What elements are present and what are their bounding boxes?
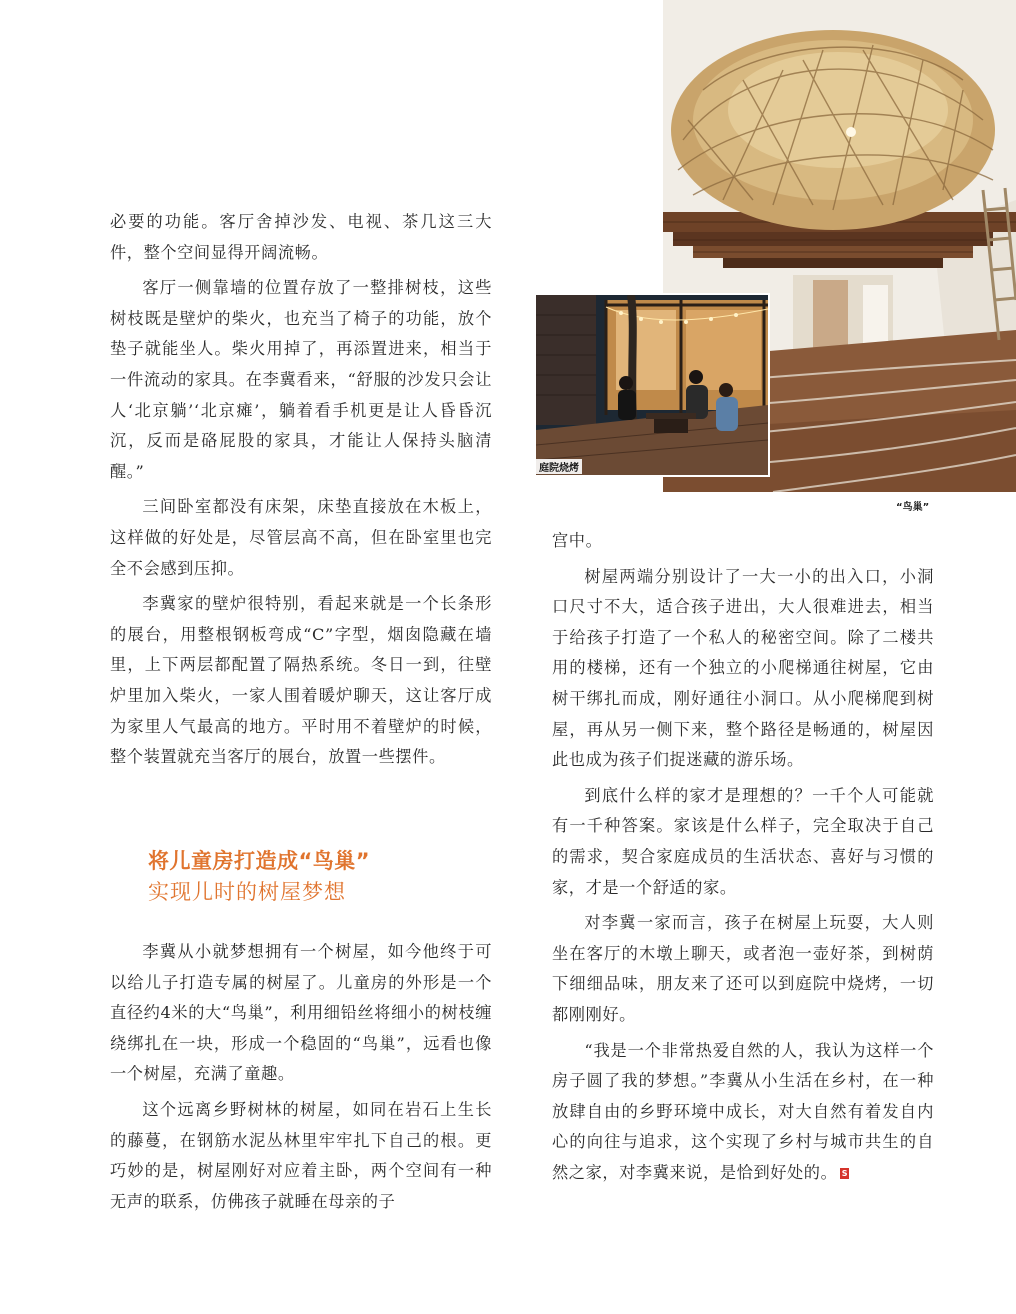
paragraph: 必要的功能。客厅舍掉沙发、电视、茶几这三大件，整个空间显得开阔流畅。 <box>110 212 492 262</box>
paragraph-text: “我是一个非常热爱自然的人，我认为这样一个房子圆了我的梦想。”李冀从小生活在乡村，在一种放肆自由的乡野环境中成长，对大自然有着发自内心的向往与追求，这个实现了乡村与城市共生的自然之家，对李冀来说，是恰到好处的。 <box>552 1040 934 1182</box>
yard-caption: 庭院烧烤 <box>536 459 582 474</box>
nest-caption: “鸟巢” <box>896 502 930 513</box>
right-column <box>552 526 934 1188</box>
section-heading <box>148 846 370 908</box>
paragraph: 宫中。 <box>552 531 603 550</box>
left-column-upper <box>110 207 492 773</box>
paragraph-final <box>552 1036 934 1189</box>
left-column-lower <box>110 937 492 1217</box>
paragraph: 树屋两端分别设计了一大一小的出入口，小洞口尺寸不大，适合孩子进出，大人很难进去，相当于给孩子打造了一个私人的秘密空间。除了二楼共用的楼梯，还有一个独立的小爬梯通往树屋，它由树干绑扎而成，刚好通往小洞口。从小爬梯爬到树屋，再从另一侧下来，整个路径是畅通的，树屋因此也成为孩子们捉迷藏的游乐场。 <box>552 566 934 770</box>
paragraph: 到底什么样的家才是理想的？一千个人可能就有一千种答案。家该是什么样子，完全取决于自己的需求，契合家庭成员的生活状态、喜好与习惯的家，才是一个舒适的家。 <box>552 785 934 897</box>
paragraph: 客厅一侧靠墙的位置存放了一整排树枝，这些树枝既是壁炉的柴火，也充当了椅子的功能，放个垫子就能坐人。柴火用掉了，再添置进来，相当于一件流动的家具。在李冀看来，“舒服的沙发只会让人‘北京躺’‘北京瘫’，躺着看手机更是让人昏昏沉沉，反而是硌屁股的家具，才能让人保持头脑清醒。” <box>110 278 492 481</box>
yard-illustration <box>536 295 768 475</box>
yard-photo <box>534 293 770 477</box>
paragraph: 这个远离乡野树林的树屋，如同在岩石上生长的藤蔓，在钢筋水泥丛林里牢牢扎下自己的根。更巧妙的是，树屋刚好对应着主卧，两个空间有一种无声的联系，仿佛孩子就睡在母亲的子 <box>110 1099 492 1211</box>
section-heading-title: 将儿童房打造成“鸟巢” <box>148 849 371 873</box>
paragraph: 李冀家的壁炉很特别，看起来就是一个长条形的展台，用整根钢板弯成“C”字型，烟囱隐藏在墙里，上下两层都配置了隔热系统。冬日一到，往壁炉里加入柴火，一家人围着暖炉聊天，这让客厅成为家里人气最高的地方。平时用不着壁炉的时候，整个装置就充当客厅的展台，放置一些摆件。 <box>110 594 492 767</box>
paragraph: 李冀从小就梦想拥有一个树屋，如今他终于可以给儿子打造专属的树屋了。儿童房的外形是一个直径约4米的大“鸟巢”，利用细铅丝将细小的树枝缠绕绑扎在一块，形成一个稳固的“鸟巢”，远看也像一个树屋，充满了童趣。 <box>110 942 492 1084</box>
paragraph: 三间卧室都没有床架，床垫直接放在木板上，这样做的好处是，尽管层高不高，但在卧室里也完全不会感到压抑。 <box>110 497 492 578</box>
section-heading-subtitle: 实现儿时的树屋梦想 <box>148 880 346 904</box>
paragraph: 对李冀一家而言，孩子在树屋上玩耍，大人则坐在客厅的木墩上聊天，或者泡一壶好茶，到树荫下细细品味，朋友来了还可以到庭院中烧烤，一切都刚刚好。 <box>552 913 934 1024</box>
end-mark-icon: S <box>841 1168 849 1178</box>
